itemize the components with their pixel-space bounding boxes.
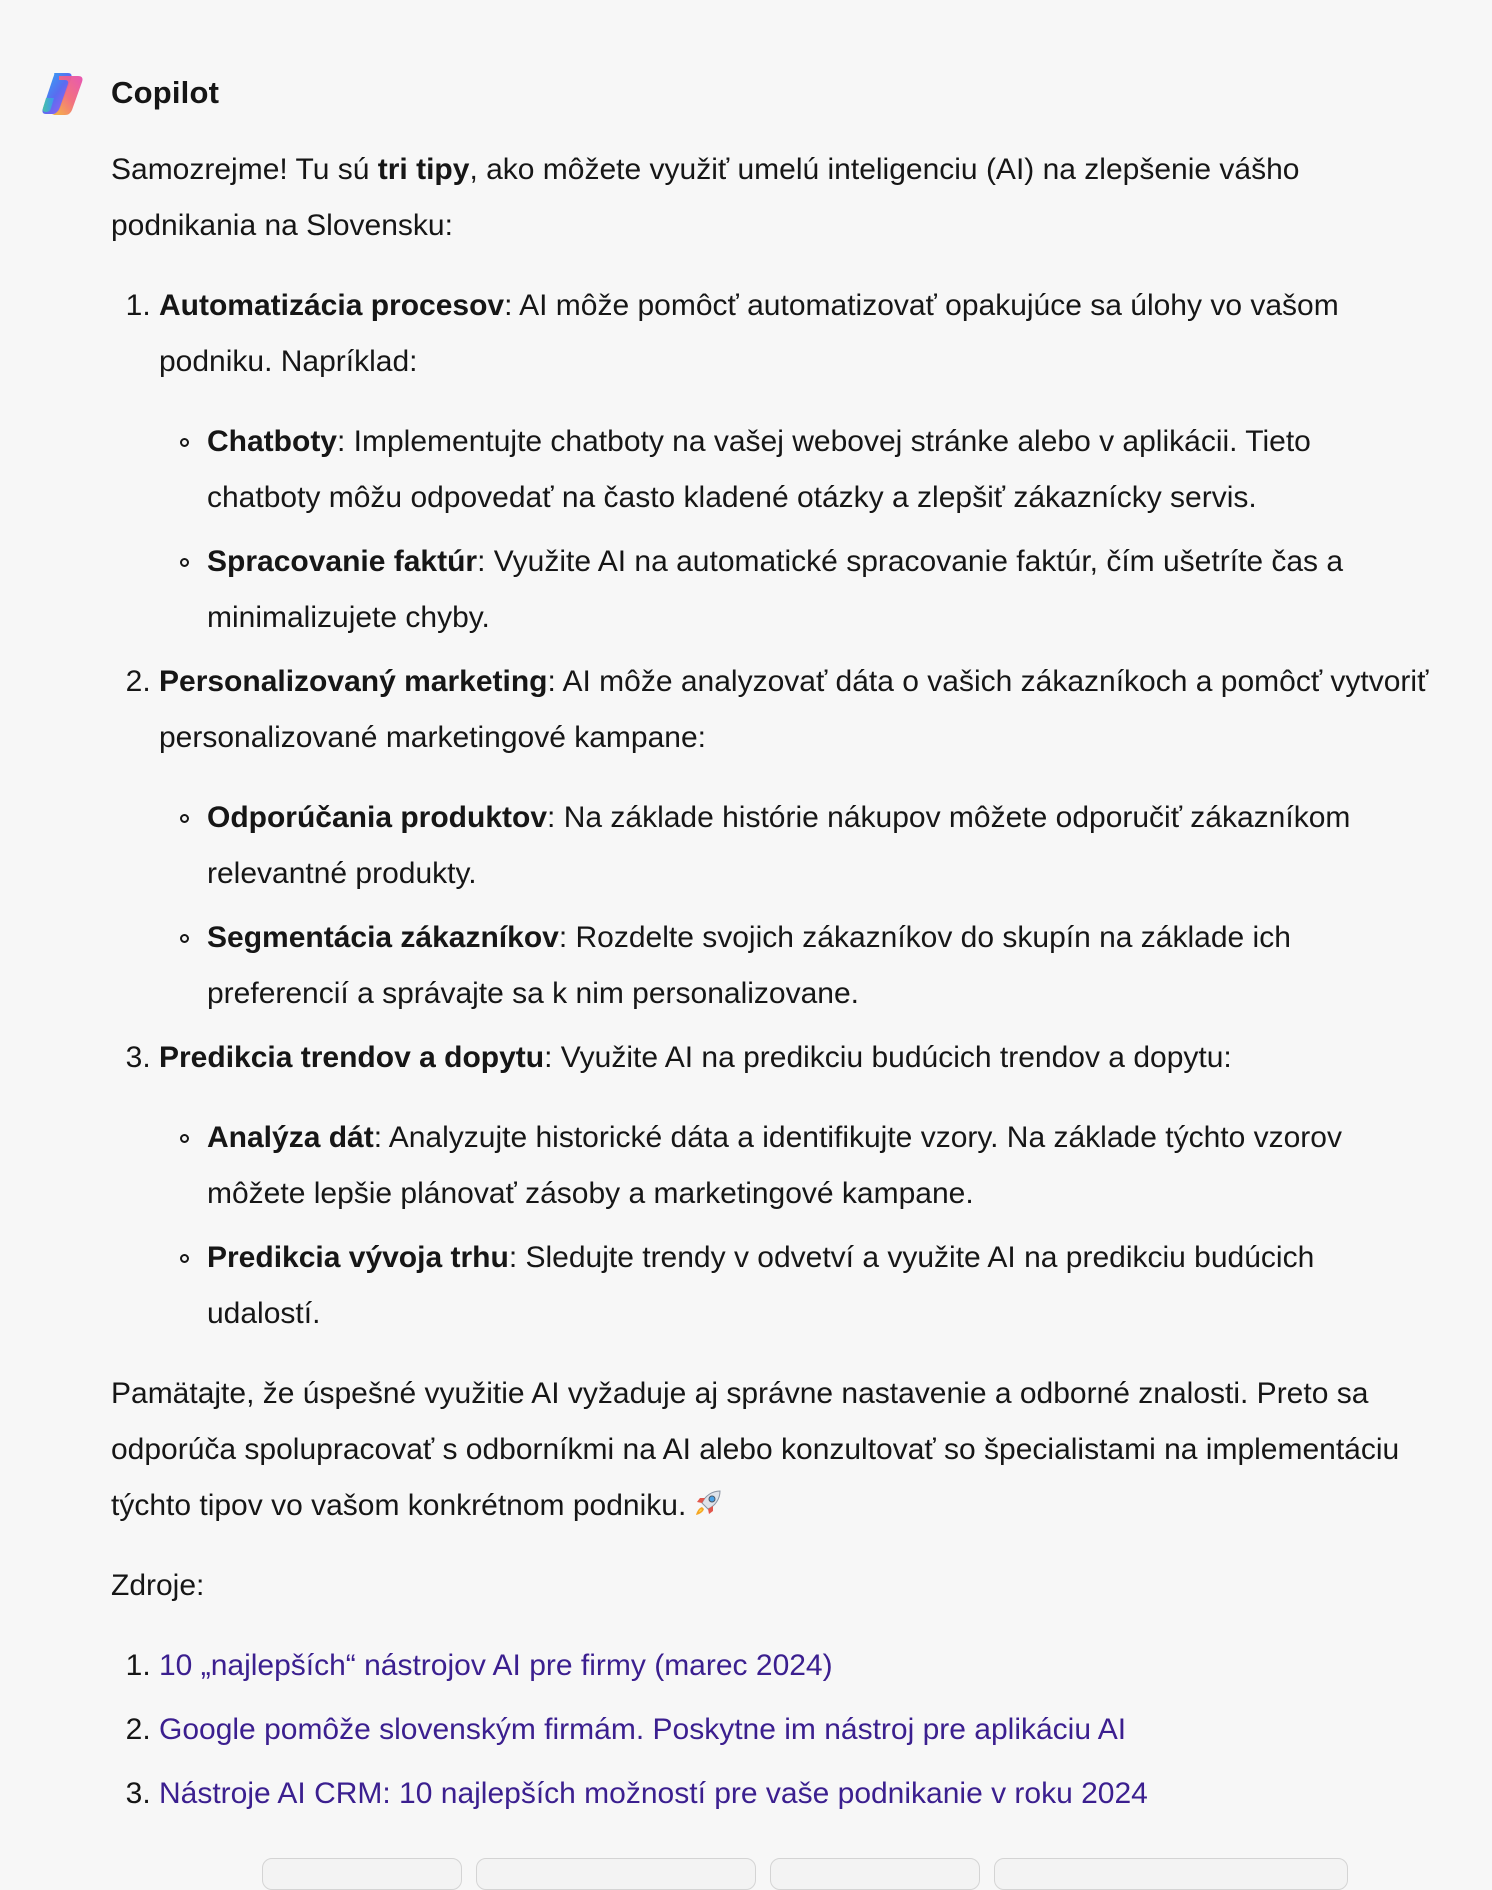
sub-list — [159, 1110, 1431, 1342]
tip-text: : AI môže pomôcť automatizovať opakujúce sa úlohy vo vašom podniku. Napríklad: — [159, 289, 1339, 378]
tip-title: Personalizovaný marketing — [159, 665, 548, 698]
sources-label: Zdroje: — [111, 1569, 205, 1602]
tips-list — [111, 278, 1431, 1342]
list-item — [159, 278, 1431, 646]
closing-paragraph — [111, 1366, 1431, 1534]
intro-text: Samozrejme! Tu sú — [111, 153, 378, 186]
sub-list-item — [207, 1110, 1431, 1222]
tip-text: : AI môže analyzovať dáta o vašich zákazníkoch a pomôcť vytvoriť personalizované marketingové kampane: — [159, 665, 1429, 754]
sub-list-item — [207, 790, 1431, 902]
source-item — [159, 1766, 1431, 1822]
rocket-icon — [692, 1482, 724, 1514]
reference-chip[interactable] — [994, 1858, 1348, 1890]
subitem-title: Chatboty — [207, 425, 337, 458]
subitem-text: : Rozdelte svojich zákazníkov do skupín na základe ich preferencií a správajte sa k nim personalizovane. — [207, 921, 1291, 1010]
subitem-title: Predikcia vývoja trhu — [207, 1241, 509, 1274]
sub-list — [159, 414, 1431, 646]
sub-list-item — [207, 414, 1431, 526]
sub-list — [159, 790, 1431, 1022]
list-item — [159, 654, 1431, 1022]
source-link[interactable]: Nástroje AI CRM: 10 najlepších možností pre vaše podnikanie v roku 2024 — [159, 1777, 1148, 1810]
sub-list-item — [207, 910, 1431, 1022]
sub-list-item — [207, 1230, 1431, 1342]
reference-chip[interactable] — [262, 1858, 462, 1890]
subitem-text: : Analyzujte historické dáta a identifikujte vzory. Na základe týchto vzorov môžete lepšie plánovať zásoby a marketingové kampane. — [207, 1121, 1342, 1210]
subitem-title: Spracovanie faktúr — [207, 545, 478, 578]
source-item — [159, 1702, 1431, 1758]
sub-list-item — [207, 534, 1431, 646]
subitem-text: : Sledujte trendy v odvetví a využite AI na predikciu budúcich udalostí. — [207, 1241, 1315, 1330]
intro-paragraph — [111, 142, 1431, 254]
tip-title: Predikcia trendov a dopytu — [159, 1041, 545, 1074]
tip-title: Automatizácia procesov — [159, 289, 505, 322]
closing-text: Pamätajte, že úspešné využitie AI vyžaduje aj správne nastavenie a odborné znalosti. Preto sa odporúča spolupracovať s odborníkmi na AI alebo konzultovať so špecialistami na implementáciu týchto tipov vo vašom konkrétnom podniku. — [111, 1377, 1400, 1522]
intro-text-end: , ako môžete využiť umelú inteligenciu (AI) na zlepšenie vášho podnikania na Slovensku: — [111, 153, 1300, 242]
reference-chips-row — [262, 1858, 1348, 1890]
reference-chip[interactable] — [476, 1858, 756, 1890]
subitem-text: : Na základe histórie nákupov môžete odporučiť zákazníkom relevantné produkty. — [207, 801, 1351, 890]
subitem-text: : Využite AI na automatické spracovanie faktúr, čím ušetríte čas a minimalizujete chyby. — [207, 545, 1344, 634]
subitem-title: Analýza dát — [207, 1121, 374, 1154]
source-item — [159, 1638, 1431, 1694]
list-item — [159, 1030, 1431, 1342]
reference-chip[interactable] — [770, 1858, 980, 1890]
tip-text: : Využite AI na predikciu budúcich trendov a dopytu: — [544, 1041, 1232, 1074]
message-body — [111, 142, 1431, 1830]
copilot-logo-icon — [38, 68, 88, 118]
subitem-title: Odporúčania produktov — [207, 801, 548, 834]
message-header — [38, 68, 219, 118]
subitem-text: : Implementujte chatboty na vašej webovej stránke alebo v aplikácii. Tieto chatboty môžu odpovedať na často kladené otázky a zlepšiť zákaznícky servis. — [207, 425, 1311, 514]
subitem-title: Segmentácia zákazníkov — [207, 921, 559, 954]
sources-list — [111, 1638, 1431, 1822]
app-name: Copilot — [111, 75, 220, 110]
source-link[interactable]: 10 „najlepších“ nástrojov AI pre firmy (marec 2024) — [159, 1649, 833, 1682]
intro-bold-text: tri tipy — [377, 153, 470, 186]
source-link[interactable]: Google pomôže slovenským firmám. Poskytne im nástroj pre aplikáciu AI — [159, 1713, 1127, 1746]
